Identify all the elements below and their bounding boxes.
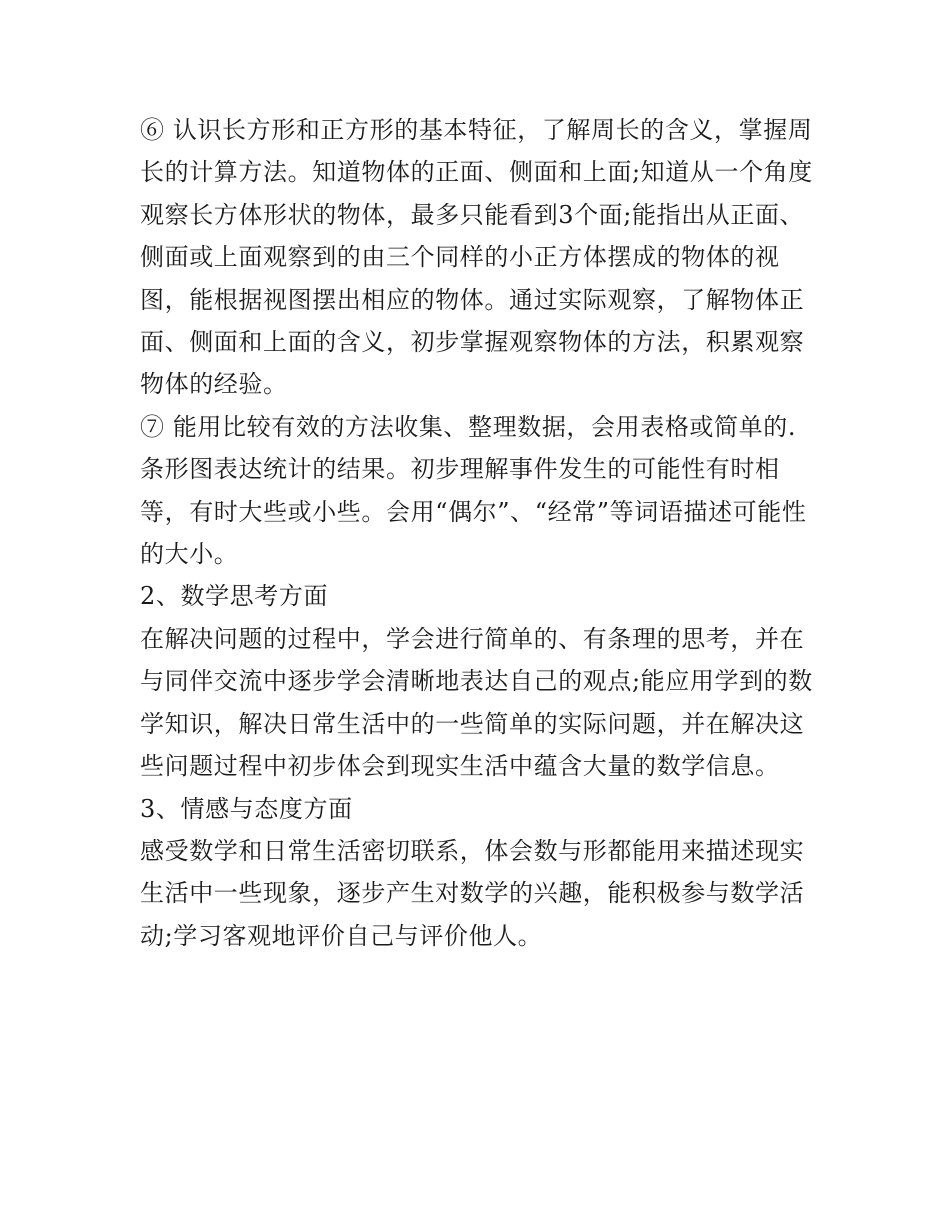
document-body (140, 109, 820, 957)
section-heading-math-thinking: 2、数学思考方面 (140, 582, 329, 611)
paragraph-math-thinking: 在解决问题的过程中，学会进行简单的、有条理的思考，并在与同伴交流中逐步学会清晰地表达自己的观点;能应用学到的数学知识，解决日常生活中的一些简单的实际问题，并在解决这些问题过程中初步体会到现实生活中蕴含大量的数学信息。 (140, 624, 813, 781)
paragraph-emotion-attitude: 感受数学和日常生活密切联系，体会数与形都能用来描述现实生活中一些现象，逐步产生对数学的兴趣，能积极参与数学活动;学习客观地评价自己与评价他人。 (140, 836, 805, 950)
paragraph-item-7: ⑦ 能用比较有效的方法收集、整理数据，会用表格或简单的.条形图表达统计的结果。初步理解事件发生的可能性有时相等，有时大些或小些。会用“偶尔”、“经常”等词语描述可能性的大小。 (140, 412, 807, 569)
section-heading-emotion-attitude: 3、情感与态度方面 (140, 794, 353, 823)
paragraph-item-6: ⑥ 认识长方形和正方形的基本特征，了解周长的含义，掌握周长的计算方法。知道物体的正面、侧面和上面;知道从一个角度观察长方体形状的物体，最多只能看到3个面;能指出从正面、侧面或上面观察到的由三个同样的小正方体摆成的物体的视图，能根据视图摆出相应的物体。通过实际观察，了解物体正面、侧面和上面的含义，初步掌握观察物体的方法，积累观察物体的经验。 (140, 116, 813, 399)
